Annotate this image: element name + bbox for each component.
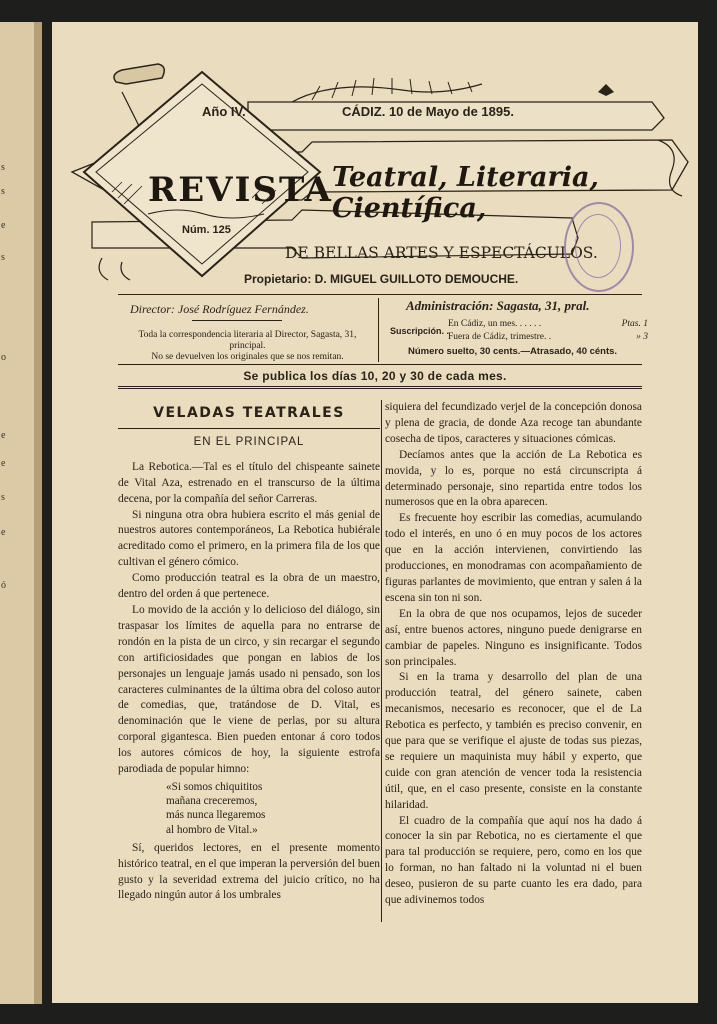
paragraph: Si en la trama y desarrollo del plan de una producción teatral, del género sainete, caben mecanismos, necesario es reconocer, que el de La Rebotica es perfecto, y también es preciso convenir, en que para que se verifique el ajuste de todas sus piezas, se requiere un maquinista muy hábil y experto, que cuide con gran atención de vencer toda la resistencia útil, que, en el caso presente, consiste en la constante hilaridad. <box>385 671 642 811</box>
proprietor-line: Propietario: D. MIGUEL GUILLOTO DEMOUCHE. <box>244 272 519 286</box>
subscription-prices <box>604 318 648 344</box>
verse-line: al hombro de Vital.» <box>166 823 258 836</box>
subscription-line-1: En Cádiz, un mes. . . . . . <box>448 319 542 329</box>
section-title: VELADAS TEATRALES <box>153 405 345 421</box>
left-page-fragment: e <box>1 527 6 538</box>
left-page-edge <box>0 22 42 1004</box>
left-page-fragment: e <box>1 220 6 231</box>
page-gutter <box>34 22 42 1004</box>
issue-number: Núm. 125 <box>182 224 231 236</box>
paragraph: En la obra de que nos ocupamos, lejos de suceder así, entre buenos actores, ninguno puede denigrarse en cambiar de papeles. Ninguno es insignificante. Todos son principales. <box>385 607 642 668</box>
subscription-price-1: Ptas. 1 <box>621 319 648 329</box>
paragraph: Como producción teatral es la obra de un maestro, dentro del orden á que pertenece. <box>118 572 380 601</box>
rule-mid <box>118 364 642 365</box>
correspondence-line-2: No se devuelven los originales que se nos remitan. <box>151 352 344 362</box>
left-page-fragment: s <box>1 186 5 197</box>
paragraph: Es frecuente hoy escribir las comedias, acumulando todo el interés, en uno ó en muy pocos de los actores que en la acción intervienen, convirtiendo las producciones, en monodramas con acompañamiento de figuras parlantes de movimiento, que entran y salen á la escena sin ton ni son. <box>385 512 642 604</box>
masthead-subtitle: Teatral, Literaria, Científica, <box>332 162 599 224</box>
publication-schedule: Se publica los días 10, 20 y 30 de cada mes. <box>243 369 507 383</box>
left-page-fragment: s <box>1 252 5 263</box>
paragraph: siquiera del fecundizado verjel de la concepción donosa y plena de gracia, de donde Aza recoge tan abundante cosecha de tipos, caracteres y situaciones cómicas. <box>385 401 642 445</box>
rule-bottom-double <box>118 388 642 389</box>
correspondence-line-1: Toda la correspondencia literaria al Director, Sagasta, 31, principal. <box>138 330 357 351</box>
left-page-fragment: s <box>1 162 5 173</box>
column-divider-header <box>378 298 379 362</box>
left-page-fragment: ó <box>1 580 6 591</box>
subsection-title: EN EL PRINCIPAL <box>193 435 305 448</box>
masthead-title: REVISTA <box>148 170 333 210</box>
article-column-1 <box>118 406 380 904</box>
verse-quote <box>118 780 380 837</box>
column-divider <box>381 400 382 922</box>
correspondence-note <box>120 330 375 363</box>
administration-line: Administración: Sagasta, 31, pral. <box>406 298 590 313</box>
rule-top <box>118 294 642 295</box>
verse-line: «Si somos chiquititos <box>166 780 263 793</box>
subscription-label: Suscripción. . <box>390 326 450 336</box>
issue-date: CÁDIZ. 10 de Mayo de 1895. <box>342 104 514 119</box>
subscription-price-2: » 3 <box>636 332 648 342</box>
verse-line: mañana creceremos, <box>166 795 258 808</box>
paragraph: Lo movido de la acción y lo delicioso del diálogo, sin traspasar los límites de aquella para no entrarse de rondón en la pista de un circo, y sin recargar el segundo con artificiosidades que pongan en labios de los personajes un lenguaje jamás usado ni pensado, son los caracteres culminantes de la última obra del coloso autor de comedias, que, tratándose de D. Vital, es denominación que le viene de perlas, por su altura corporal gigantesca. Bien pueden entonar á coro todos los autores cómicos de hoy, la siguiente estrofa parodiada de popular himno: <box>118 603 380 776</box>
paragraph: El cuadro de la compañía que aquí nos ha dado á conocer la sin par Rebotica, no es ciertamente el que para tal producción se requiere, pero, como en los que lo forman, no han faltado ni la voluntad ni el buen deseo, pusieron de su parte cuanto les era dado, para que adivinemos todos <box>385 814 642 907</box>
left-page-fragment: e <box>1 430 6 441</box>
paragraph: Si ninguna otra obra hubiera escrito el más genial de nuestros autores contemporáneos, La Rebotica hubiérale acreditado como el primero, en la primera fila de los que cultivan el género cómico. <box>118 508 380 569</box>
left-page-fragment: s <box>1 492 5 503</box>
section-rule <box>118 428 380 429</box>
verse-line: más nunca llegaremos <box>166 809 266 822</box>
director-line: Director: José Rodríguez Fernández. <box>130 302 309 316</box>
left-page-fragment: e <box>1 458 6 469</box>
paragraph: La Rebotica.—Tal es el título del chispeante sainete de Vital Aza, estrenado en el transcurso de la última decena, por la compañía del señor Carreras. <box>118 460 380 505</box>
paragraph: Decíamos antes que la acción de La Rebotica es movida, y lo es, porque no está circunscripta á determinado personaje, sino repartida entre todos los numerosos que en la obra aparecen. <box>385 448 642 509</box>
newspaper-page <box>52 22 698 1003</box>
masthead-subtitle-2: DE BELLAS ARTES Y ESPECTÁCULOS. <box>285 244 598 262</box>
paragraph: Sí, queridos lectores, en el presente momento histórico teatral, en el que imperan la perversión del buen gusto y la severidad extrema del juicio crítico, no ha llegado ningún autor á los umbrales <box>118 841 380 902</box>
rule-bottom <box>118 386 642 387</box>
left-page-fragment: o <box>1 352 6 363</box>
volume-year: Año IV. <box>202 104 246 119</box>
subscription-lines <box>448 318 551 344</box>
single-issue-price: Número suelto, 30 cents.—Atrasado, 40 cénts. <box>408 346 618 357</box>
subscription-line-2: Fuera de Cádiz, trimestre. . <box>448 332 552 342</box>
director-underline <box>192 320 282 321</box>
library-stamp <box>564 202 634 292</box>
article-column-2 <box>385 400 642 909</box>
